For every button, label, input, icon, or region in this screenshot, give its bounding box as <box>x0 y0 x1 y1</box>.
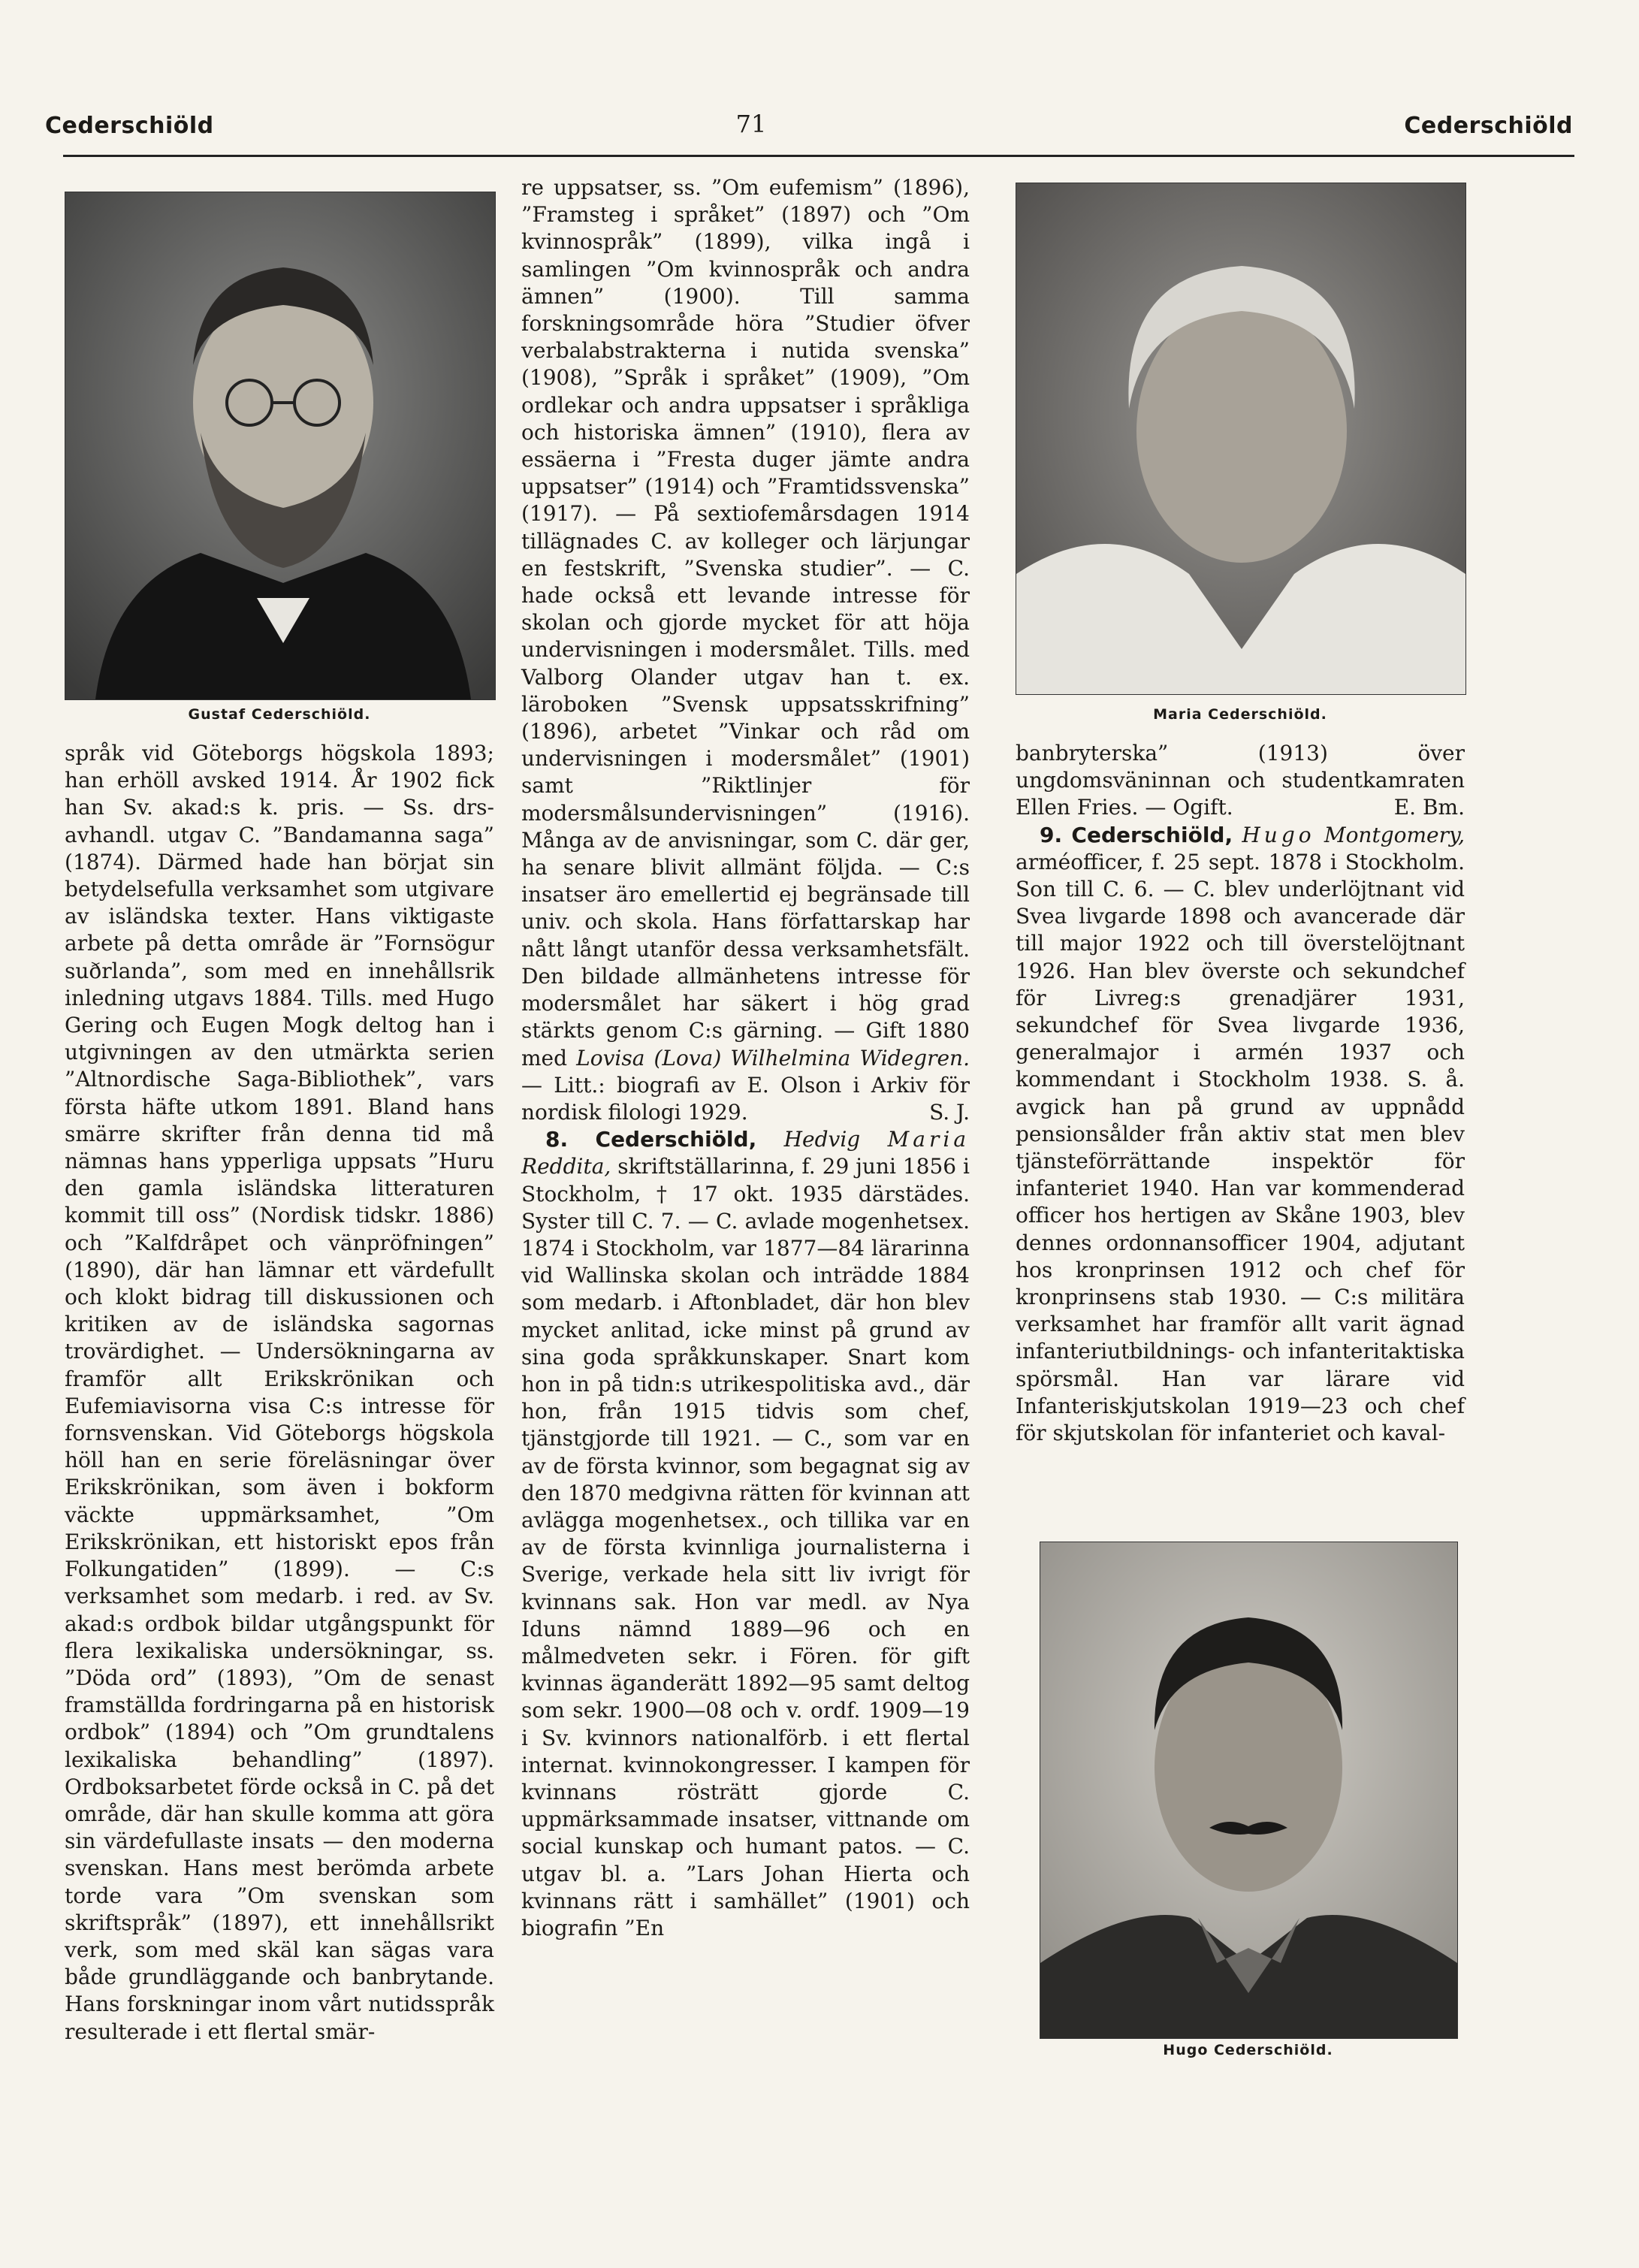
entry-number: 9. <box>1040 822 1063 847</box>
entry-text: skriftställarinna, f. 29 juni 1856 i Stockholm, † 17 okt. 1935 därstädes. Syster till C. 7. — C. avlade mogenhetsex. 1874 i Stockholm, var 1877—84 lärarinna vid Wallinska skolan och inträdde 1884 som medarb. i Aftonbladet, där hon blev mycket anlitad, icke minst på grund av sina goda språkkunskaper. Snart kom hon in på tidn:s utrikespolitiska avd., där hon, från 1915 tidvis som chef, tjänstgjorde till 1921. — C., som var en av de första kvinnor, som begagnat sig av den 1870 medgivna rätten för kvinnan att avlägga mogenhetsex., och tillika var en av de första kvinnliga journalisterna i Sverige, verkade hela sitt liv ivrigt för kvinnans sak. Hon var medl. av Nya Iduns nämnd 1889—96 och en målmedveten sekr. i Fören. för gift kvinnas äganderätt 1892—95 samt deltog som sekr. 1900—08 och v. ordf. 1909—19 i Sv. kvinnors nationalförb. i ett flertal internat. kvinnokongresser. I kampen för kvinnans rösträtt gjorde C. uppmärksammade insatser, vittnande om social kunskap och humant patos. — C. utgav bl. a. ”Lars Johan Hierta och kvinnans rätt i samhället” (1901) och biografin ”En <box>521 1154 970 1940</box>
entry-hugo <box>1016 822 1465 1448</box>
text-column-1 <box>65 740 494 2046</box>
entry-number: 8. <box>545 1127 569 1152</box>
entry-given-name-2: Reddita, <box>521 1154 611 1179</box>
entry-surname: Cederschiöld, <box>1071 822 1233 847</box>
entry-given-name: Hedvig <box>783 1127 861 1152</box>
author-signature: S. J. <box>929 1099 970 1125</box>
portrait-maria <box>1016 183 1466 695</box>
author-signature: E. Bm. <box>1393 795 1465 820</box>
references: — Litt.: biografi av E. Olson i Arkiv för nordisk filologi 1929. <box>521 1072 970 1125</box>
header-rule <box>63 155 1574 157</box>
caption-maria: Maria Cederschiöld. <box>1153 706 1327 723</box>
entry-given-name: Montgomery, <box>1324 822 1465 847</box>
portrait-gustaf <box>65 192 496 700</box>
paragraph-text: banbryterska” (1913) över ungdomsväninnan och studentkamraten Ellen Fries. — Ogift. <box>1016 741 1465 820</box>
entry-called-name: Maria <box>887 1127 970 1152</box>
caption-hugo: Hugo Cederschiöld. <box>1163 2042 1333 2058</box>
portrait-hugo <box>1040 1542 1458 2039</box>
paragraph-continuation <box>1016 740 1465 822</box>
paragraph-continuation <box>521 174 970 1126</box>
entry-hedvig <box>521 1126 970 1942</box>
text-column-3 <box>1016 740 1465 1447</box>
caption-gustaf: Gustaf Cederschiöld. <box>188 706 371 723</box>
running-header-right: Cederschiöld <box>1404 113 1573 139</box>
running-header-left: Cederschiöld <box>45 113 214 139</box>
entry-surname: Cederschiöld, <box>595 1127 757 1152</box>
entry-called-name: Hugo <box>1242 822 1315 847</box>
page-number: 71 <box>735 110 767 138</box>
paragraph-text: re uppsatser, ss. ”Om eufemism” (1896), ”Framsteg i språket” (1897) och ”Om kvinnospråk” (1899), vilka ingå i samlingen ”Om kvinnospråk och andra ämnen” (1900). Till samma forskningsområde höra ”Studier öfver verbalabstrakterna i nutida svenska” (1908), ”Språk i språket” (1909), ”Om ordlekar och andra uppsatser i språkliga och historiska ämnen” (1910), flera av essäerna i ”Fresta duger jämte andra uppsatser” (1914) och ”Framtidssvenska” (1917). — På sextiofemårsdagen 1914 tillägnades C. av kolleger och lärjungar en festskrift, ”Svenska studier”. — C. hade också ett levande intresse för skolan och gjorde mycket för att höja undervisningen i modersmålet. Tills. med Valborg Olander utgav han t. ex. läroboken ”Svensk uppsatsskrifning” (1896), arbetet ”Vinkar och råd om undervisningen i modersmålet” (1901) samt ”Riktlinjer för modersmålsundervisningen” (1916). Många av de anvisningar, som C. där ger, ha senare blivit allmänt följda. — C:s insatser äro emellertid ej begränsade till univ. och skola. Hans författarskap har nått långt utanför dessa verksamhetsfält. Den bildade allmänhetens intresse för modersmålet har säkert i hög grad stärkts genom C:s gärning. — Gift 1880 med <box>521 175 970 1071</box>
paragraph: språk vid Göteborgs högskola 1893; han erhöll avsked 1914. År 1902 fick han Sv. akad:s k. pris. — Ss. drs-avhandl. utgav C. ”Bandamanna saga” (1874). Därmed hade han börjat sin betydelsefulla verksamhet som utgivare av isländska texter. Hans viktigaste arbete på detta område är ”Fornsögur suðrlanda”, som med en innehållsrik inledning utgavs 1884. Tills. med Hugo Gering och Eugen Mogk deltog han i utgivningen av den utmärkta serien ”Altnordische Saga-Bibliothek”, vars första häfte utkom 1891. Bland hans smärre skrifter från denna tid må nämnas hans ypperliga uppsats ”Huru den gamla isländska litteraturen kommit till oss” (Nordisk tidskr. 1886) och ”Kalfdråpet och vänpröfningen” (1890), där han lämnar ett värdefullt och klokt bidrag till diskussionen och kritiken av de isländska sagornas trovärdighet. — Undersökningarna av framför allt Erikskrönikan och Eufemiavisorna visa C:s intresse för fornsvenskan. Vid Göteborgs högskola höll han en serie föreläsningar över Erikskrönikan, som även i bokform väckte uppmärksamhet, ”Om Erikskrönikan, ett historiskt epos från Folkungatiden” (1899). — C:s verksamhet som medarb. i red. av Sv. akad:s ordbok bildar utgångspunkt för flera lexikaliska undersökningar, ss. ”Döda ord” (1893), ”Om de senast framställda fordringarna på en historisk ordbok” (1894) och ”Om grundtalens lexikaliska behandling” (1897). Ordboksarbetet förde också in C. på det område, där han skulle komma att göra sin värdefullaste insats — den moderna svenskan. Hans mest berömda arbete torde vara ”Om svenskan som skriftspråk” (1897), ett innehållsrikt verk, som med skäl kan sägas vara både grundläggande och banbrytande. Hans forskningar inom vårt nutidsspråk resulterade i ett flertal smär- <box>65 741 494 2044</box>
entry-text: arméofficer, f. 25 sept. 1878 i Stockholm. Son till C. 6. — C. blev underlöjtnant vid Svea livgarde 1898 och avancerade där till major 1922 och till överstelöjtnant 1926. Han blev överste och sekundchef för Livreg:s grenadjärer 1931, sekundchef för Svea livgarde 1936, generalmajor i armén 1937 och kommendant i Stockholm 1938. S. å. avgick han på grund av uppnådd pensionsålder från aktiv stat men blev tjänsteförrättande inspektör för infanteriet 1940. Han var kommenderad officer hos hertigen av Skåne 1903, blev dennes ordonnansofficer 1904, adjutant hos kronprinsen 1912 och chef för kronprinsens stab 1930. — C:s militära verksamhet har framför allt varit ägnad infanteriutbildnings- och infanteritaktiska spörsmål. Han var lärare vid Infanteriskjutskolan 1919—23 och chef för skjutskolan för infanteriet och kaval- <box>1016 849 1465 1446</box>
text-column-2 <box>521 174 970 1942</box>
spouse-name: Lovisa (Lova) Wilhelmina Widegren. <box>576 1045 970 1071</box>
